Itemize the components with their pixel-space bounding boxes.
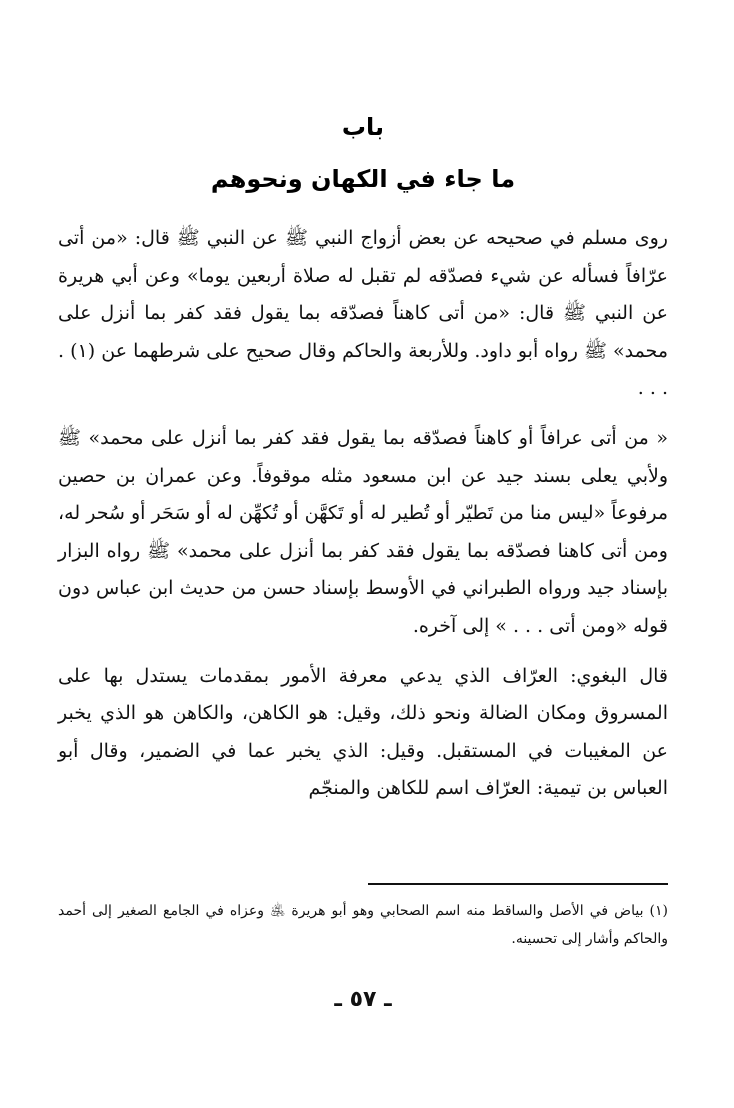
paragraph: روى مسلم في صحيحه عن بعض أزواج النبي ﷺ عن النبي ﷺ قال: «من أتى عرّافاً فسأله عن شيء فصدّقه لم تقبل له صلاة أربعين يوما» وعن أبي هريرة عن النبي ﷺ قال: «من أتى كاهناً فصدّقه بما يقول فقد كفر بما أنزل على محمد» ﷺ رواه أبو داود. وللأربعة والحاكم وقال صحيح على شرطهما عن (١) . . . .: [58, 227, 668, 400]
main-text: [58, 220, 668, 820]
chapter-heading: باب: [341, 113, 385, 141]
paragraph: قال البغوي: العرّاف الذي يدعي معرفة الأمور بمقدمات يستدل بها على المسروق ومكان الضالة ونحو ذلك، وقيل: هو الكاهن، والكاهن هو الذي يخبر عن المغيبات في المستقبل. وقيل: الذي يخبر عما في الضمير، وقال أبو العباس بن تيمية: العرّاف اسم للكاهن والمنجّم: [58, 664, 668, 800]
page-number: ـ ٥٧ ـ: [334, 987, 392, 1012]
footnote: (١) بياض في الأصل والساقط منه اسم الصحابي وهو أبو هريرة ﵁ وعزاه في الجامع الصغير إلى أحمد والحاكم وأشار إلى تحسينه.: [58, 903, 668, 947]
footnote-divider: [368, 883, 668, 885]
chapter-title: ما جاء في الكهان ونحوهم: [210, 165, 516, 193]
paragraph: « من أتى عرافاً أو كاهناً فصدّقه بما يقول فقد كفر بما أنزل على محمد» ﷺ ولأبي يعلى بسند جيد عن ابن مسعود مثله موقوفاً. وعن عمران بن حصين مرفوعاً «ليس منا من تَطيّر أو تُطير له أو تَكهَّن أو تُكهِّن له أو سَحَر أو سُحر له، ومن أتى كاهنا فصدّقه بما يقول فقد كفر بما أنزل على محمد» ﷺ رواه البزار بإسناد جيد ورواه الطبراني في الأوسط بإسناد حسن من حديث ابن عباس دون قوله «ومن أتى . . . » إلى آخره.: [58, 426, 668, 637]
book-page: [58, 0, 668, 1108]
